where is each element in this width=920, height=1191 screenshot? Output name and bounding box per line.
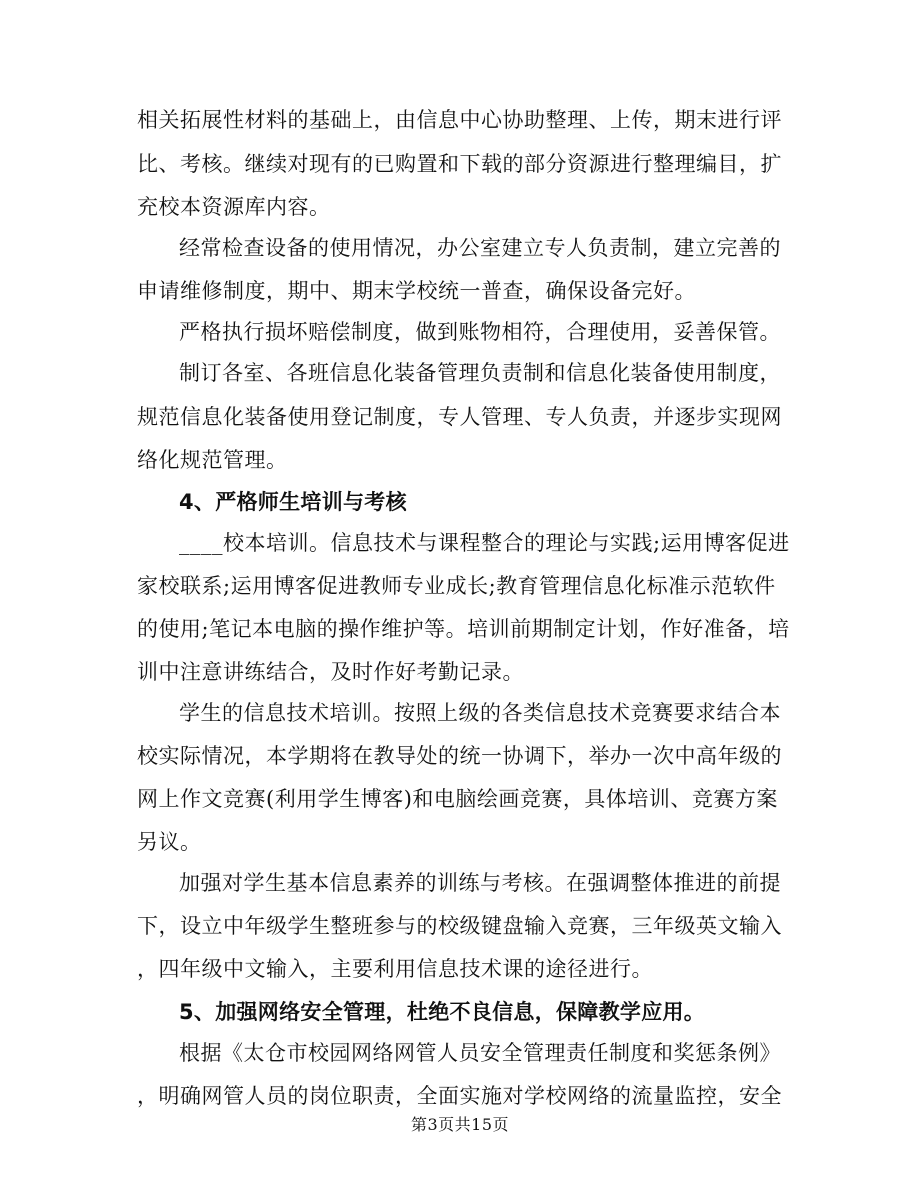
body-text-line: ，四年级中文输入，主要利用信息技术课的途径进行。 bbox=[137, 957, 653, 981]
body-text-line: 络化规范管理。 bbox=[137, 448, 288, 472]
body-text-line: 比、考核。继续对现有的已购置和下载的部分资源进行整理编目，扩 bbox=[137, 152, 782, 176]
body-text-line: 相关拓展性材料的基础上，由信息中心协助整理、上传，期末进行评 bbox=[137, 108, 782, 132]
paragraph-first-line: 根据《太仓市校园网络网管人员安全管理责任制度和奖惩条例》 bbox=[179, 1041, 781, 1065]
paragraph-first-line: 严格执行损坏赔偿制度，做到账物相符，合理使用，妥善保管。 bbox=[179, 320, 781, 344]
body-text-line: 规范信息化装备使用登记制度，专人管理、专人负责，并逐步实现网 bbox=[137, 405, 782, 429]
body-text-line: 下，设立中年级学生整班参与的校级键盘输入竞赛，三年级英文输入 bbox=[137, 914, 782, 938]
body-text-line: 训中注意讲练结合，及时作好考勤记录。 bbox=[137, 660, 524, 684]
body-text-line: 校实际情况，本学期将在教导处的统一协调下，举办一次中高年级的 bbox=[137, 744, 782, 768]
paragraph-first-line: 经常检查设备的使用情况，办公室建立专人负责制，建立完善的 bbox=[179, 236, 781, 260]
page-number: 第3页共15页 bbox=[410, 1115, 510, 1134]
body-text-line: 充校本资源库内容。 bbox=[137, 195, 331, 219]
paragraph-first-line: 加强对学生基本信息素养的训练与考核。在强调整体推进的前提 bbox=[179, 871, 781, 895]
body-text-line: 家校联系;运用博客促进教师专业成长;教育管理信息化标准示范软件 bbox=[137, 574, 776, 598]
body-text-line: 另议。 bbox=[137, 830, 202, 854]
body-text-line: 网上作文竞赛(利用学生博客)和电脑绘画竞赛，具体培训、竞赛方案 bbox=[137, 787, 778, 811]
body-text-line: ，明确网管人员的岗位职责，全面实施对学校网络的流量监控，安全 bbox=[137, 1084, 782, 1108]
paragraph-first-line: ____校本培训。信息技术与课程整合的理论与实践;运用博客促进 bbox=[179, 531, 790, 555]
paragraph-first-line: 制订各室、各班信息化装备管理负责制和信息化装备使用制度， bbox=[179, 361, 781, 385]
section-heading: 4、严格师生培训与考核 bbox=[179, 490, 407, 514]
section-heading: 5、加强网络安全管理，杜绝不良信息，保障教学应用。 bbox=[179, 1000, 706, 1024]
body-text-line: 申请维修制度，期中、期末学校统一普查，确保设备完好。 bbox=[137, 279, 696, 303]
body-text-line: 的使用;笔记本电脑的操作维护等。培训前期制定计划，作好准备，培 bbox=[137, 617, 790, 641]
paragraph-first-line: 学生的信息技术培训。按照上级的各类信息技术竞赛要求结合本 bbox=[179, 701, 781, 725]
